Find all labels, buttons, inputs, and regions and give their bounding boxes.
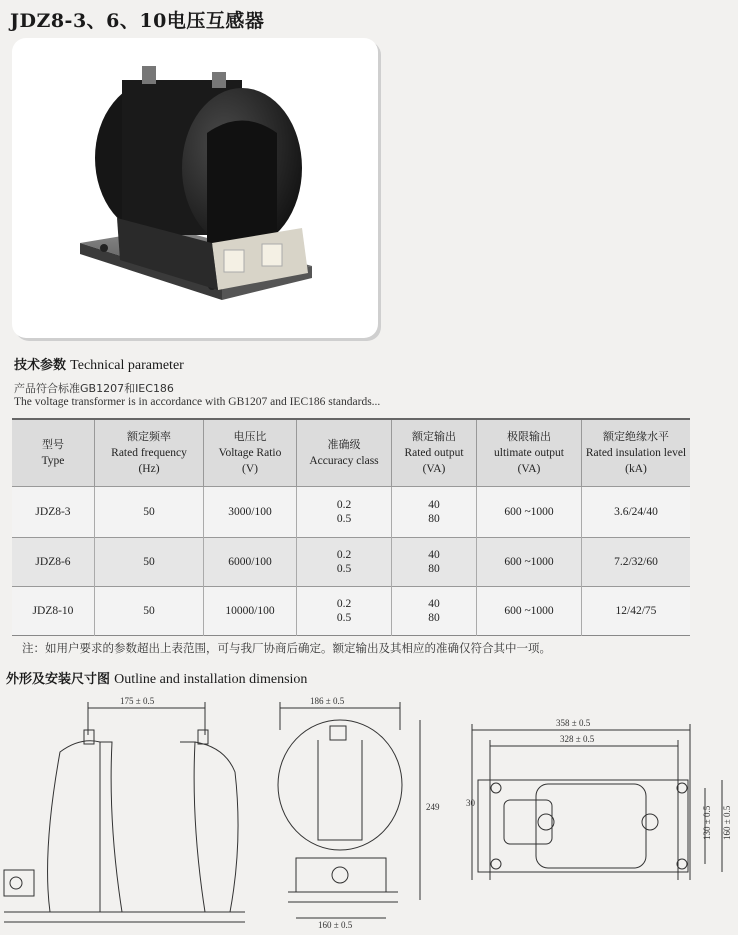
cell-rated-output: 40 80 bbox=[392, 487, 477, 538]
cell-type: JDZ8-6 bbox=[12, 538, 95, 587]
outline-heading bbox=[6, 668, 307, 688]
cell-ultimate: 600 ~1000 bbox=[477, 587, 582, 636]
cell-ratio: 3000/100 bbox=[204, 487, 297, 538]
header-insulation: 额定绝缘水平 Rated insulation level (kA) bbox=[582, 419, 691, 487]
side-view-drawing bbox=[278, 702, 420, 918]
outline-drawings bbox=[0, 690, 738, 935]
header-voltage-ratio: 电压比 Voltage Ratio (V) bbox=[204, 419, 297, 487]
product-photo bbox=[12, 38, 378, 338]
cell-accuracy: 0.2 0.5 bbox=[297, 587, 392, 636]
dim-side-bottom: 160 ± 0.5 bbox=[318, 920, 353, 930]
table-row bbox=[12, 487, 690, 538]
cell-ratio: 10000/100 bbox=[204, 587, 297, 636]
dim-plan-left: 30 bbox=[466, 798, 475, 808]
cell-rated-output: 40 80 bbox=[392, 538, 477, 587]
footnote: 注：如用户要求的参数超出上表范围，可与我厂协商后确定。额定输出及其相应的准确仅符合其中一项。 bbox=[22, 641, 551, 655]
dim-side-top: 186 ± 0.5 bbox=[310, 696, 345, 706]
cell-insulation: 7.2/32/60 bbox=[582, 538, 691, 587]
front-view-drawing bbox=[4, 702, 245, 922]
table-row bbox=[12, 538, 690, 587]
dim-plan-h2: 160 ± 0.5 bbox=[722, 805, 732, 840]
cell-type: JDZ8-10 bbox=[12, 587, 95, 636]
cell-frequency: 50 bbox=[95, 487, 204, 538]
technical-heading-en: Technical parameter bbox=[70, 358, 184, 373]
cell-insulation: 12/42/75 bbox=[582, 587, 691, 636]
dim-plan-h1: 130 ± 0.5 bbox=[702, 805, 712, 840]
cell-ultimate: 600 ~1000 bbox=[477, 538, 582, 587]
header-ultimate-output: 极限输出 ultimate output (VA) bbox=[477, 419, 582, 487]
plan-view-drawing bbox=[472, 724, 722, 880]
table-header-row bbox=[12, 419, 690, 487]
cell-ratio: 6000/100 bbox=[204, 538, 297, 587]
cell-frequency: 50 bbox=[95, 538, 204, 587]
technical-heading-cn: 技术参数 bbox=[14, 358, 67, 373]
cell-accuracy: 0.2 0.5 bbox=[297, 538, 392, 587]
transformer-illustration bbox=[12, 38, 378, 338]
dim-plan-outer: 358 ± 0.5 bbox=[556, 718, 591, 728]
header-type: 型号 Type bbox=[12, 419, 95, 487]
dim-front-top: 175 ± 0.5 bbox=[120, 696, 155, 706]
page-title: JDZ8-3、6、10电压互感器 bbox=[10, 10, 265, 32]
header-accuracy: 准确级 Accuracy class bbox=[297, 419, 392, 487]
technical-heading bbox=[14, 354, 184, 374]
header-frequency: 额定频率 Rated frequency (Hz) bbox=[95, 419, 204, 487]
cell-accuracy: 0.2 0.5 bbox=[297, 487, 392, 538]
outline-heading-en: Outline and installation dimension bbox=[114, 672, 308, 687]
header-rated-output: 额定输出 Rated output (VA) bbox=[392, 419, 477, 487]
parameter-table bbox=[12, 418, 690, 636]
outline-heading-cn: 外形及安装尺寸图 bbox=[6, 672, 111, 687]
dim-side-height: 249 bbox=[426, 802, 440, 812]
cell-rated-output: 40 80 bbox=[392, 587, 477, 636]
table-row bbox=[12, 587, 690, 636]
standard-note-cn: 产品符合标准GB1207和IEC186 bbox=[14, 382, 174, 395]
cell-type: JDZ8-3 bbox=[12, 487, 95, 538]
standard-note-en: The voltage transformer is in accordance with GB1207 and IEC186 standards... bbox=[14, 396, 381, 408]
cell-frequency: 50 bbox=[95, 587, 204, 636]
cell-insulation: 3.6/24/40 bbox=[582, 487, 691, 538]
cell-ultimate: 600 ~1000 bbox=[477, 487, 582, 538]
dim-plan-inner: 328 ± 0.5 bbox=[560, 734, 595, 744]
